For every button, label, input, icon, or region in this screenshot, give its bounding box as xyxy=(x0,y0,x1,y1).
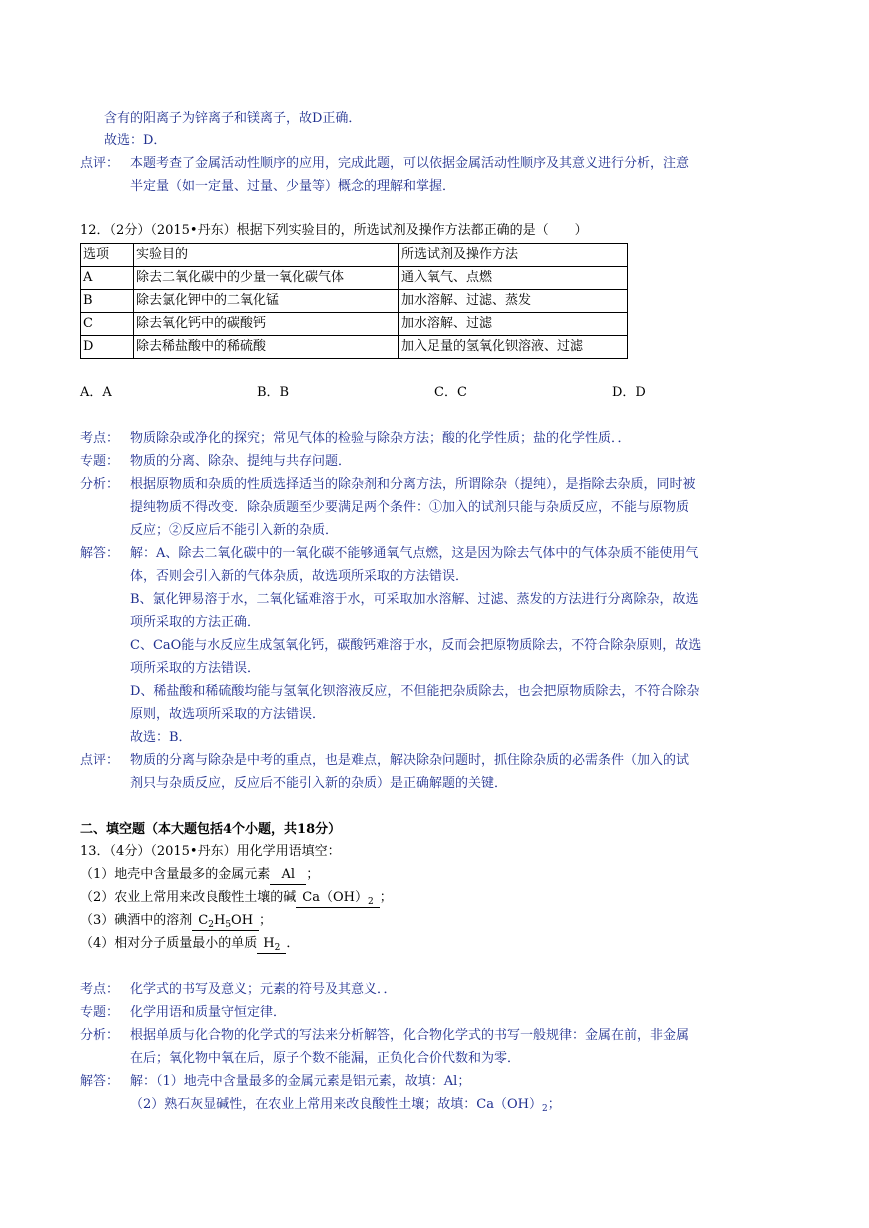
q13-item2-punct: ； xyxy=(379,890,393,905)
q13-kaodian-label: 考点： xyxy=(80,982,120,997)
q11-choice-line: 故选：D． xyxy=(104,133,167,148)
table-cell: 加入足量的氢氧化钡溶液、过滤 xyxy=(399,336,628,359)
q13-fenxi-line2: 在后；氧化物中氧在后，原子个数不能漏，正负化合价代数和为零． xyxy=(130,1051,521,1066)
q13-jieda-line2-subscript: 2 xyxy=(541,1104,548,1114)
q12-jieda-line4: 项所采取的方法正确． xyxy=(130,615,261,630)
q13-item4-answer xyxy=(257,935,286,954)
q13-jieda-line2 xyxy=(130,1096,561,1114)
q12-pingping-line2: 剂只与杂质反应，反应后不能引入新的杂质）是正确解题的关键． xyxy=(130,776,508,791)
table-header-cell: 实验目的 xyxy=(134,244,399,267)
q13-fenxi-label: 分析： xyxy=(80,1028,120,1043)
table-cell: B xyxy=(81,290,134,313)
q13-item3-formula-b: H xyxy=(213,913,226,928)
q12-jieda-line6: 项所采取的方法错误． xyxy=(130,661,261,676)
section-heading: 二、填空题（本大题包括4个小题，共18分） xyxy=(80,822,342,837)
table-header-row xyxy=(81,244,628,267)
q13-fenxi-line1: 根据单质与化合物的化学式的写法来分析解答，化合物化学式的书写一般规律：金属在前，非金属 xyxy=(130,1028,690,1043)
q12-option-c: C．C xyxy=(434,385,467,400)
q12-option-a: A．A xyxy=(80,385,112,400)
q12-option-b: B．B xyxy=(257,385,290,400)
table-cell: D xyxy=(81,336,134,359)
q13-item2-subscript: 2 xyxy=(367,897,374,907)
q12-pingping-label: 点评： xyxy=(80,753,120,768)
q11-comment-line2: 半定量（如一定量、过量、少量等）概念的理解和掌握． xyxy=(130,179,456,194)
table-cell: 除去氧化钙中的碳酸钙 xyxy=(134,313,399,336)
q13-item1 xyxy=(80,866,319,885)
q13-item2-answer xyxy=(296,889,379,908)
q13-item2 xyxy=(80,889,393,908)
q12-jieda-line9: 故选：B． xyxy=(130,730,192,745)
q12-fenxi-line3: 反应；②反应后不能引入新的杂质． xyxy=(130,523,339,538)
q13-item4-punct: ． xyxy=(286,936,300,951)
table-cell: 除去二氧化碳中的少量一氧化碳气体 xyxy=(134,267,399,290)
q13-item3-subscript-b: 5 xyxy=(225,920,232,930)
q13-item3-text: （3）碘酒中的溶剂 xyxy=(80,913,193,928)
q12-fenxi-line2: 提纯物质不得改变．除杂质题至少要满足两个条件：①加入的试剂只能与杂质反应，不能与原物质 xyxy=(130,500,690,515)
table-row xyxy=(81,313,628,336)
q13-jieda-line1: 解：（1）地壳中含量最多的金属元素是铝元素，故填：Al； xyxy=(130,1074,471,1089)
q12-jieda-line2: 体，否则会引入新的气体杂质，故选项所采取的方法错误． xyxy=(130,569,469,584)
table-header-cell: 所选试剂及操作方法 xyxy=(399,244,628,267)
table-cell: A xyxy=(81,267,134,290)
q13-item2-text: （2）农业上常用来改良酸性土壤的碱 xyxy=(80,890,297,905)
table-cell: 加水溶解、过滤 xyxy=(399,313,628,336)
q12-jieda-line1: 解：A、除去二氧化碳中的一氧化碳不能够通氧气点燃，这是因为除去气体中的气体杂质不能使用气 xyxy=(130,546,699,561)
q12-option-d: D．D xyxy=(612,385,646,400)
q13-item4-subscript: 2 xyxy=(274,943,281,953)
q12-kaodian: 物质除杂或净化的探究；常见气体的检验与除杂方法；酸的化学性质；盐的化学性质．． xyxy=(130,431,631,446)
table-row xyxy=(81,267,628,290)
q13-item3-answer xyxy=(192,912,259,931)
q13-item3-subscript-a: 2 xyxy=(208,920,214,930)
q12-table xyxy=(80,243,628,359)
q12-jieda-label: 解答： xyxy=(80,546,120,561)
q12-zhuanti-label: 专题： xyxy=(80,454,120,469)
q12-stem: 12．（2分）（2015•丹东）根据下列实验目的，所选试剂及操作方法都正确的是（ ） xyxy=(80,223,588,238)
q13-zhuanti: 化学用语和质量守恒定律． xyxy=(130,1005,287,1020)
q13-item4-formula: H xyxy=(263,936,275,951)
q12-zhuanti: 物质的分离、除杂、提纯与共存问题． xyxy=(130,454,352,469)
q13-item1-text: （1）地壳中含量最多的金属元素 xyxy=(80,867,271,882)
q13-item1-answer: Al xyxy=(270,866,306,885)
q13-item3 xyxy=(80,912,272,931)
table-cell: 通入氧气、点燃 xyxy=(399,267,628,290)
q13-stem: 13．（4分）（2015•丹东）用化学用语填空： xyxy=(80,844,341,859)
table-row xyxy=(81,290,628,313)
q12-pingping-line1: 物质的分离与除杂是中考的重点，也是难点，解决除杂问题时，抓住除杂质的必需条件（加入的试 xyxy=(130,753,690,768)
q12-jieda-line8: 原则，故选项所采取的方法错误． xyxy=(130,707,326,722)
q11-answer-line: 含有的阳离子为锌离子和镁离子，故D正确． xyxy=(104,111,362,126)
q13-jieda-line2-text: （2）熟石灰显碱性，在农业上常用来改良酸性土壤；故填：Ca（OH） xyxy=(130,1097,542,1112)
table-cell: C xyxy=(81,313,134,336)
q13-item1-punct: ； xyxy=(306,867,320,882)
q13-kaodian: 化学式的书写及意义；元素的符号及其意义．． xyxy=(130,982,397,997)
q12-kaodian-label: 考点： xyxy=(80,431,120,446)
q11-comment-label: 点评： xyxy=(80,156,120,171)
q13-item4-text: （4）相对分子质量最小的单质 xyxy=(80,936,258,951)
q13-item2-formula: Ca（OH） xyxy=(302,890,368,905)
table-row xyxy=(81,336,628,359)
q13-zhuanti-label: 专题： xyxy=(80,1005,120,1020)
q13-item3-formula-a: C xyxy=(198,913,209,928)
table-header-cell: 选项 xyxy=(81,244,134,267)
table-cell: 除去氯化钾中的二氧化锰 xyxy=(134,290,399,313)
q13-item4 xyxy=(80,935,299,954)
q13-item3-formula-c: OH xyxy=(231,913,254,928)
q12-jieda-line7: D、稀盐酸和稀硫酸均能与氢氧化钡溶液反应，不但能把杂质除去，也会把原物质除去，不符合除杂 xyxy=(130,684,700,699)
q13-jieda-line2-punct: ； xyxy=(547,1097,561,1112)
q13-jieda-label: 解答： xyxy=(80,1074,120,1089)
q12-jieda-line3: B、氯化钾易溶于水，二氧化锰难溶于水，可采取加水溶解、过滤、蒸发的方法进行分离除杂，故选 xyxy=(130,592,699,607)
q12-fenxi-line1: 根据原物质和杂质的性质选择适当的除杂剂和分离方法，所谓除杂（提纯），是指除去杂质，同时被 xyxy=(130,477,696,492)
table-cell: 加水溶解、过滤、蒸发 xyxy=(399,290,628,313)
q13-item3-punct: ； xyxy=(259,913,273,928)
table-cell: 除去稀盐酸中的稀硫酸 xyxy=(134,336,399,359)
q11-comment-line1: 本题考查了金属活动性顺序的应用，完成此题，可以依据金属活动性顺序及其意义进行分析，注意 xyxy=(130,156,690,171)
q12-jieda-line5: C、CaO能与水反应生成氢氧化钙，碳酸钙难溶于水，反而会把原物质除去，不符合除杂原则，故选 xyxy=(130,638,702,653)
q12-fenxi-label: 分析： xyxy=(80,477,120,492)
